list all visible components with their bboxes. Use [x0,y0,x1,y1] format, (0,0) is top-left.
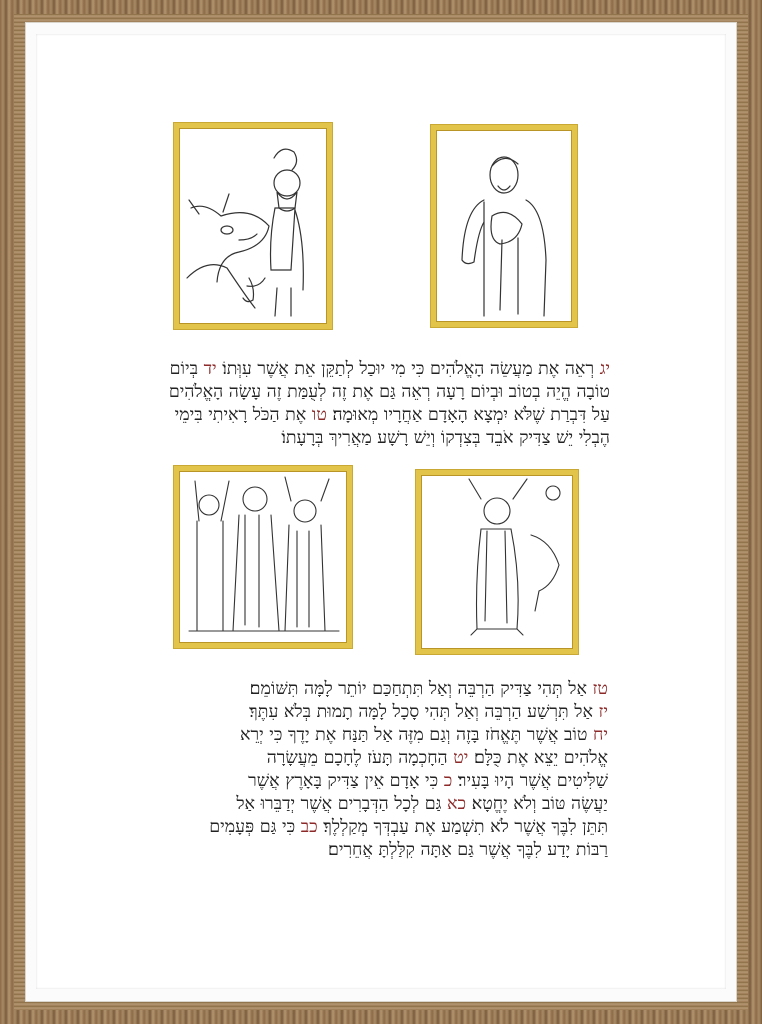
passage-2-line-8 [188,839,608,862]
passage-2-line-7 [188,816,608,839]
passage-2-line-3 [188,724,608,747]
verse-text: כִּי אָדָם אֵין צַדִּיק בָּאָרֶץ אֲשֶׁר [248,771,439,791]
man-bird-sketch-drawing [436,130,572,322]
verse-text: תִּתֵּן לִבֶּךָ אֲשֶׁר לֹא תִשְׁמַע אֶת עַבְדְּךָ מְקַלְלֶךָ׃ [323,817,608,837]
verse-number: כ [443,771,453,791]
verse-number: טו [311,405,327,425]
passage-2-line-1 [188,678,608,701]
passage-2-line-4 [188,747,608,770]
ox-sketch-drawing [179,128,327,324]
verse-text: עַל דִּבְרַת שֶׁלֹּא יִמְצָא הָאָדָם אַחֲרָיו מְאוּמָה׃ [332,405,610,425]
verse-number: טז [592,679,608,699]
verse-text: טוֹב אֲשֶׁר תֶּאֱחֹז בָּזֶה וְגַם מִזֶּה אַל תַּנַּח אֶת יָדֶךָ כִּי יְרֵא [240,725,588,745]
verse-text: יַעֲשֶׂה טּוֹב וְלֹא יֶחֱטָא׃ [471,794,608,814]
verse-text: כִּי גַּם פְּעָמִים [209,817,296,837]
verse-text: אֱלֹהִים יֵצֵא אֶת כֻּלָּם׃ [473,748,608,768]
verse-text: שַׁלִּיטִים אֲשֶׁר הָיוּ בָּעִיר׃ [457,771,608,791]
illustration-figure-raised-arms [416,470,578,654]
verse-text: הֶבְלִי יֵשׁ צַדִּיק אֹבֵד בְּצִדְקוֹ וְיֵשׁ רָשָׁע מַאֲרִיךְ בְּרָעָתוֹ׃ [281,428,610,448]
verse-number: יט [453,748,469,768]
verse-number: יד [203,359,217,379]
verse-text: גַּם לְכָל הַדְּבָרִים אֲשֶׁר יְדַבֵּרוּ אַל [236,794,442,814]
raised-arms-sketch-drawing [421,475,573,649]
passage-1-line-2 [150,381,610,404]
illustration-man-with-ox [174,123,332,329]
passage-2-line-6 [188,793,608,816]
verse-number: כא [447,794,467,814]
passage-2-line-5 [188,770,608,793]
illustration-group-of-figures [174,466,352,648]
verse-number: יח [593,725,608,745]
verse-text: אַל תִּרְשַׁע הַרְבֵּה וְאַל תְּהִי סָכָל לָמָּה תָמוּת בְּלֹא עִתֶּךָ׃ [249,702,593,722]
verse-text: טוֹבָה הֱיֵה בְטוֹב וּבְיוֹם רָעָה רְאֵה גַּם אֶת זֶה לְעֻמַּת זֶה עָשָׂה הָאֱלֹהִים [168,382,610,402]
verse-text: בְּיוֹם [169,359,199,379]
verse-text: אֶת הַכֹּל רָאִיתִי בִּימֵי [174,405,307,425]
verse-text: רַבּוֹת יָדַע לִבֶּךָ אֲשֶׁר גַּם אַתָּה קִלַּלְתָּ אֲחֵרִים׃ [327,840,608,860]
verse-text: רְאֵה אֶת מַעֲשֵׂה הָאֱלֹהִים כִּי מִי יוּכַל לְתַקֵּן אֵת אֲשֶׁר עִוְּתוֹ׃ [222,359,595,379]
illustration-man-holding-bird [431,125,577,327]
passage-verses-16-22 [188,678,608,862]
passage-1-line-4 [150,427,610,450]
verse-number: כב [300,817,318,837]
passage-1-line-1 [150,358,610,381]
group-sketch-drawing [179,471,347,643]
verse-number: יז [598,702,608,722]
passage-2-line-2 [188,701,608,724]
passage-verses-13-15 [150,358,610,450]
verse-text: אַל תְּהִי צַדִּיק הַרְבֵּה וְאַל תִּתְחַכַּם יוֹתֵר לָמָּה תִּשּׁוֹמֵם׃ [249,679,587,699]
verse-text: הַחָכְמָה תָּעֹז לֶחָכָם מֵעֲשָׂרָה [266,748,448,768]
verse-number: יג [599,359,610,379]
passage-1-line-3 [150,404,610,427]
